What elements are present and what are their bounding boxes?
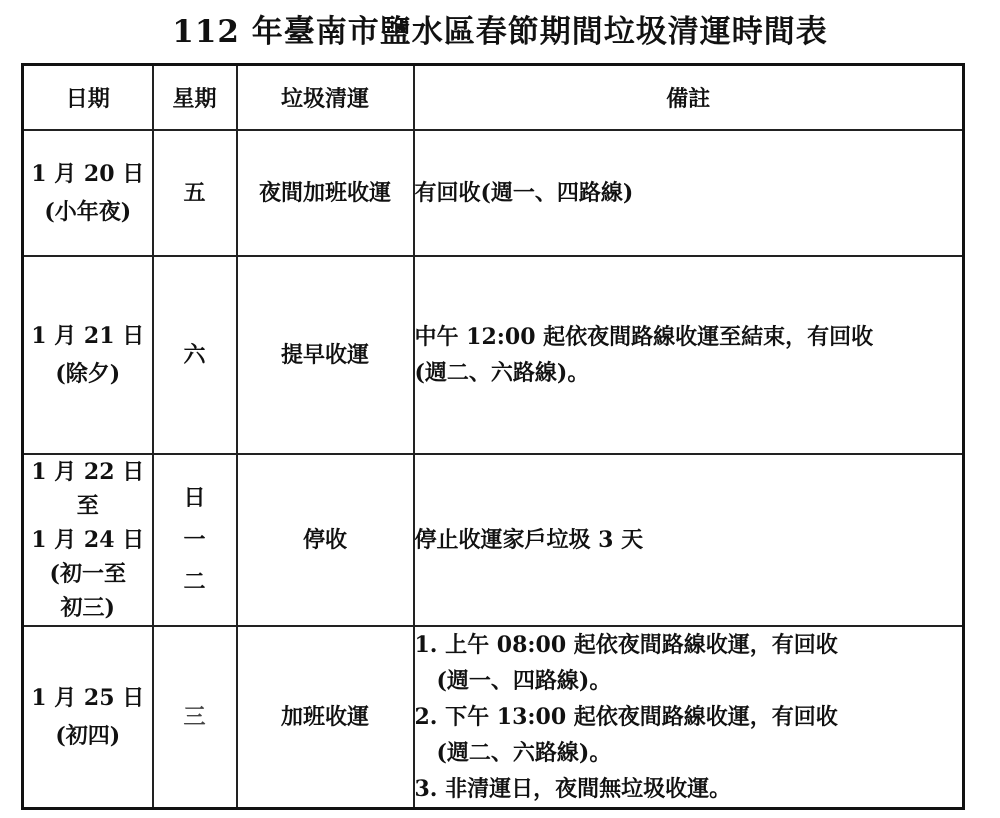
date-line: (除夕) (55, 361, 121, 387)
date-cell (23, 626, 153, 809)
weekday-cell (153, 454, 237, 626)
date-line: 1 月 24 日 (31, 527, 145, 553)
table-row (23, 454, 964, 626)
table-row (23, 256, 964, 454)
weekday-line: 六 (183, 342, 206, 368)
weekday-line: 二 (183, 569, 206, 595)
note-line: 3. 非清運日，夜間無垃圾收運。 (414, 776, 732, 802)
table-header-row (23, 65, 964, 131)
note-line: 1. 上午 08:00 起依夜間路線收運，有回收 (414, 632, 838, 658)
date-cell (23, 256, 153, 454)
date-line: 1 月 21 日 (31, 323, 145, 349)
page-title: 112 年臺南市鹽水區春節期間垃圾清運時間表 (172, 14, 828, 50)
category-cell: 夜間加班收運 (237, 130, 414, 256)
note-line: 停止收運家戶垃圾 3 天 (414, 527, 644, 553)
weekday-line: 日 (183, 485, 206, 511)
note-cell (414, 626, 964, 809)
weekday-cell (153, 626, 237, 809)
note-line: (週二、六路線)。 (436, 740, 612, 766)
table-row (23, 130, 964, 256)
header-date: 日期 (23, 65, 153, 131)
date-line: (初一至 (49, 561, 126, 587)
header-weekday: 星期 (153, 65, 237, 131)
date-line: 1 月 20 日 (31, 161, 145, 187)
category-cell: 停收 (237, 454, 414, 626)
table-row (23, 626, 964, 809)
note-line: (週一、四路線)。 (436, 668, 612, 694)
category-cell: 提早收運 (237, 256, 414, 454)
note-line: 2. 下午 13:00 起依夜間路線收運，有回收 (414, 704, 838, 730)
weekday-cell (153, 256, 237, 454)
weekday-cell (153, 130, 237, 256)
note-cell (414, 130, 964, 256)
schedule-table (21, 63, 965, 810)
date-cell (23, 454, 153, 626)
date-line: (小年夜) (44, 199, 132, 225)
date-line: 1 月 25 日 (31, 685, 145, 711)
date-line: 初三) (60, 595, 115, 621)
note-line: 有回收(週一、四路線) (414, 180, 634, 206)
date-line: (初四) (55, 723, 121, 749)
weekday-line: 三 (183, 704, 206, 730)
date-line: 1 月 22 日 (31, 459, 145, 485)
category-cell: 加班收運 (237, 626, 414, 809)
note-line: (週二、六路線)。 (414, 360, 590, 386)
note-cell (414, 256, 964, 454)
note-cell (414, 454, 964, 626)
note-line: 中午 12:00 起依夜間路線收運至結束，有回收 (414, 324, 874, 350)
header-note: 備註 (414, 65, 964, 131)
date-cell (23, 130, 153, 256)
weekday-line: 一 (183, 527, 206, 553)
weekday-line: 五 (183, 180, 206, 206)
date-line: 至 (76, 493, 99, 519)
header-category: 垃圾清運 (237, 65, 414, 131)
